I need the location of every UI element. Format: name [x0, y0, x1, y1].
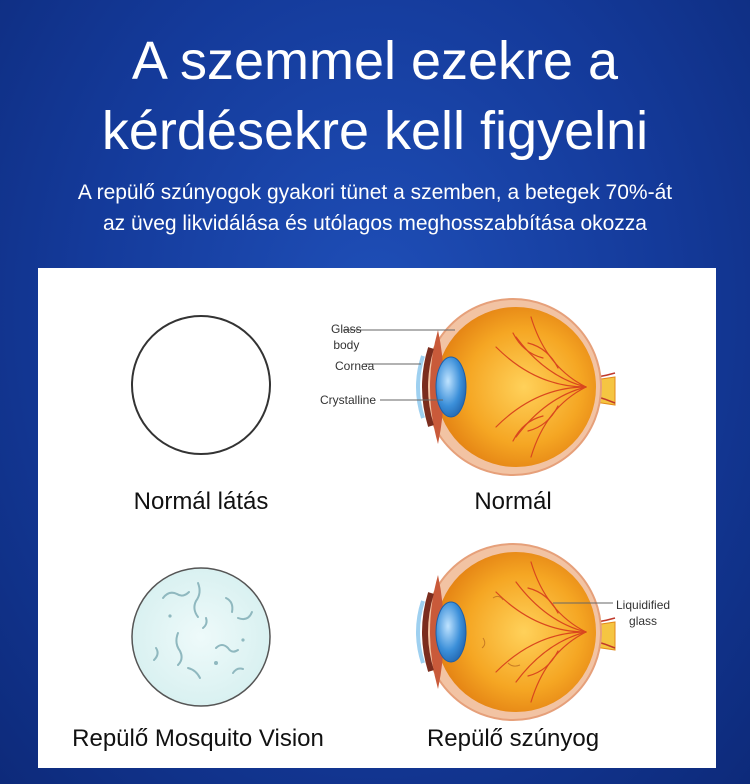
label-glass-body: Glass body	[331, 322, 362, 352]
label-crystalline: Crystalline	[320, 393, 377, 407]
normal-vision-circle	[132, 316, 270, 454]
floater-eye-diagram	[418, 544, 615, 720]
normal-eye-diagram	[343, 299, 615, 475]
caption-normal-vision: Normál látás	[133, 488, 269, 515]
caption-mosquito-vision: Repülő Mosquito Vision	[72, 725, 324, 752]
page-title-line-1: A szemmel ezekre a	[131, 31, 619, 91]
label-cornea: Cornea	[335, 359, 375, 373]
floater-vision-circle	[132, 568, 270, 706]
subtitle-line-2: az üveg likvidálása és utólagos meghosszabbítása okozza	[103, 212, 647, 235]
illustration-panel	[38, 268, 716, 768]
label-liquidified-glass: Liquidified glass	[616, 598, 671, 628]
subtitle-line-1: A repülő szúnyogok gyakori tünet a szemben, a betegek 70%-át	[77, 181, 673, 204]
caption-mosquito-eye: Repülő szúnyog	[426, 725, 600, 752]
eye-illustrations	[38, 268, 716, 768]
page-title-line-2: kérdésekre kell figyelni	[101, 101, 649, 161]
caption-normal-eye: Normál	[474, 488, 552, 515]
